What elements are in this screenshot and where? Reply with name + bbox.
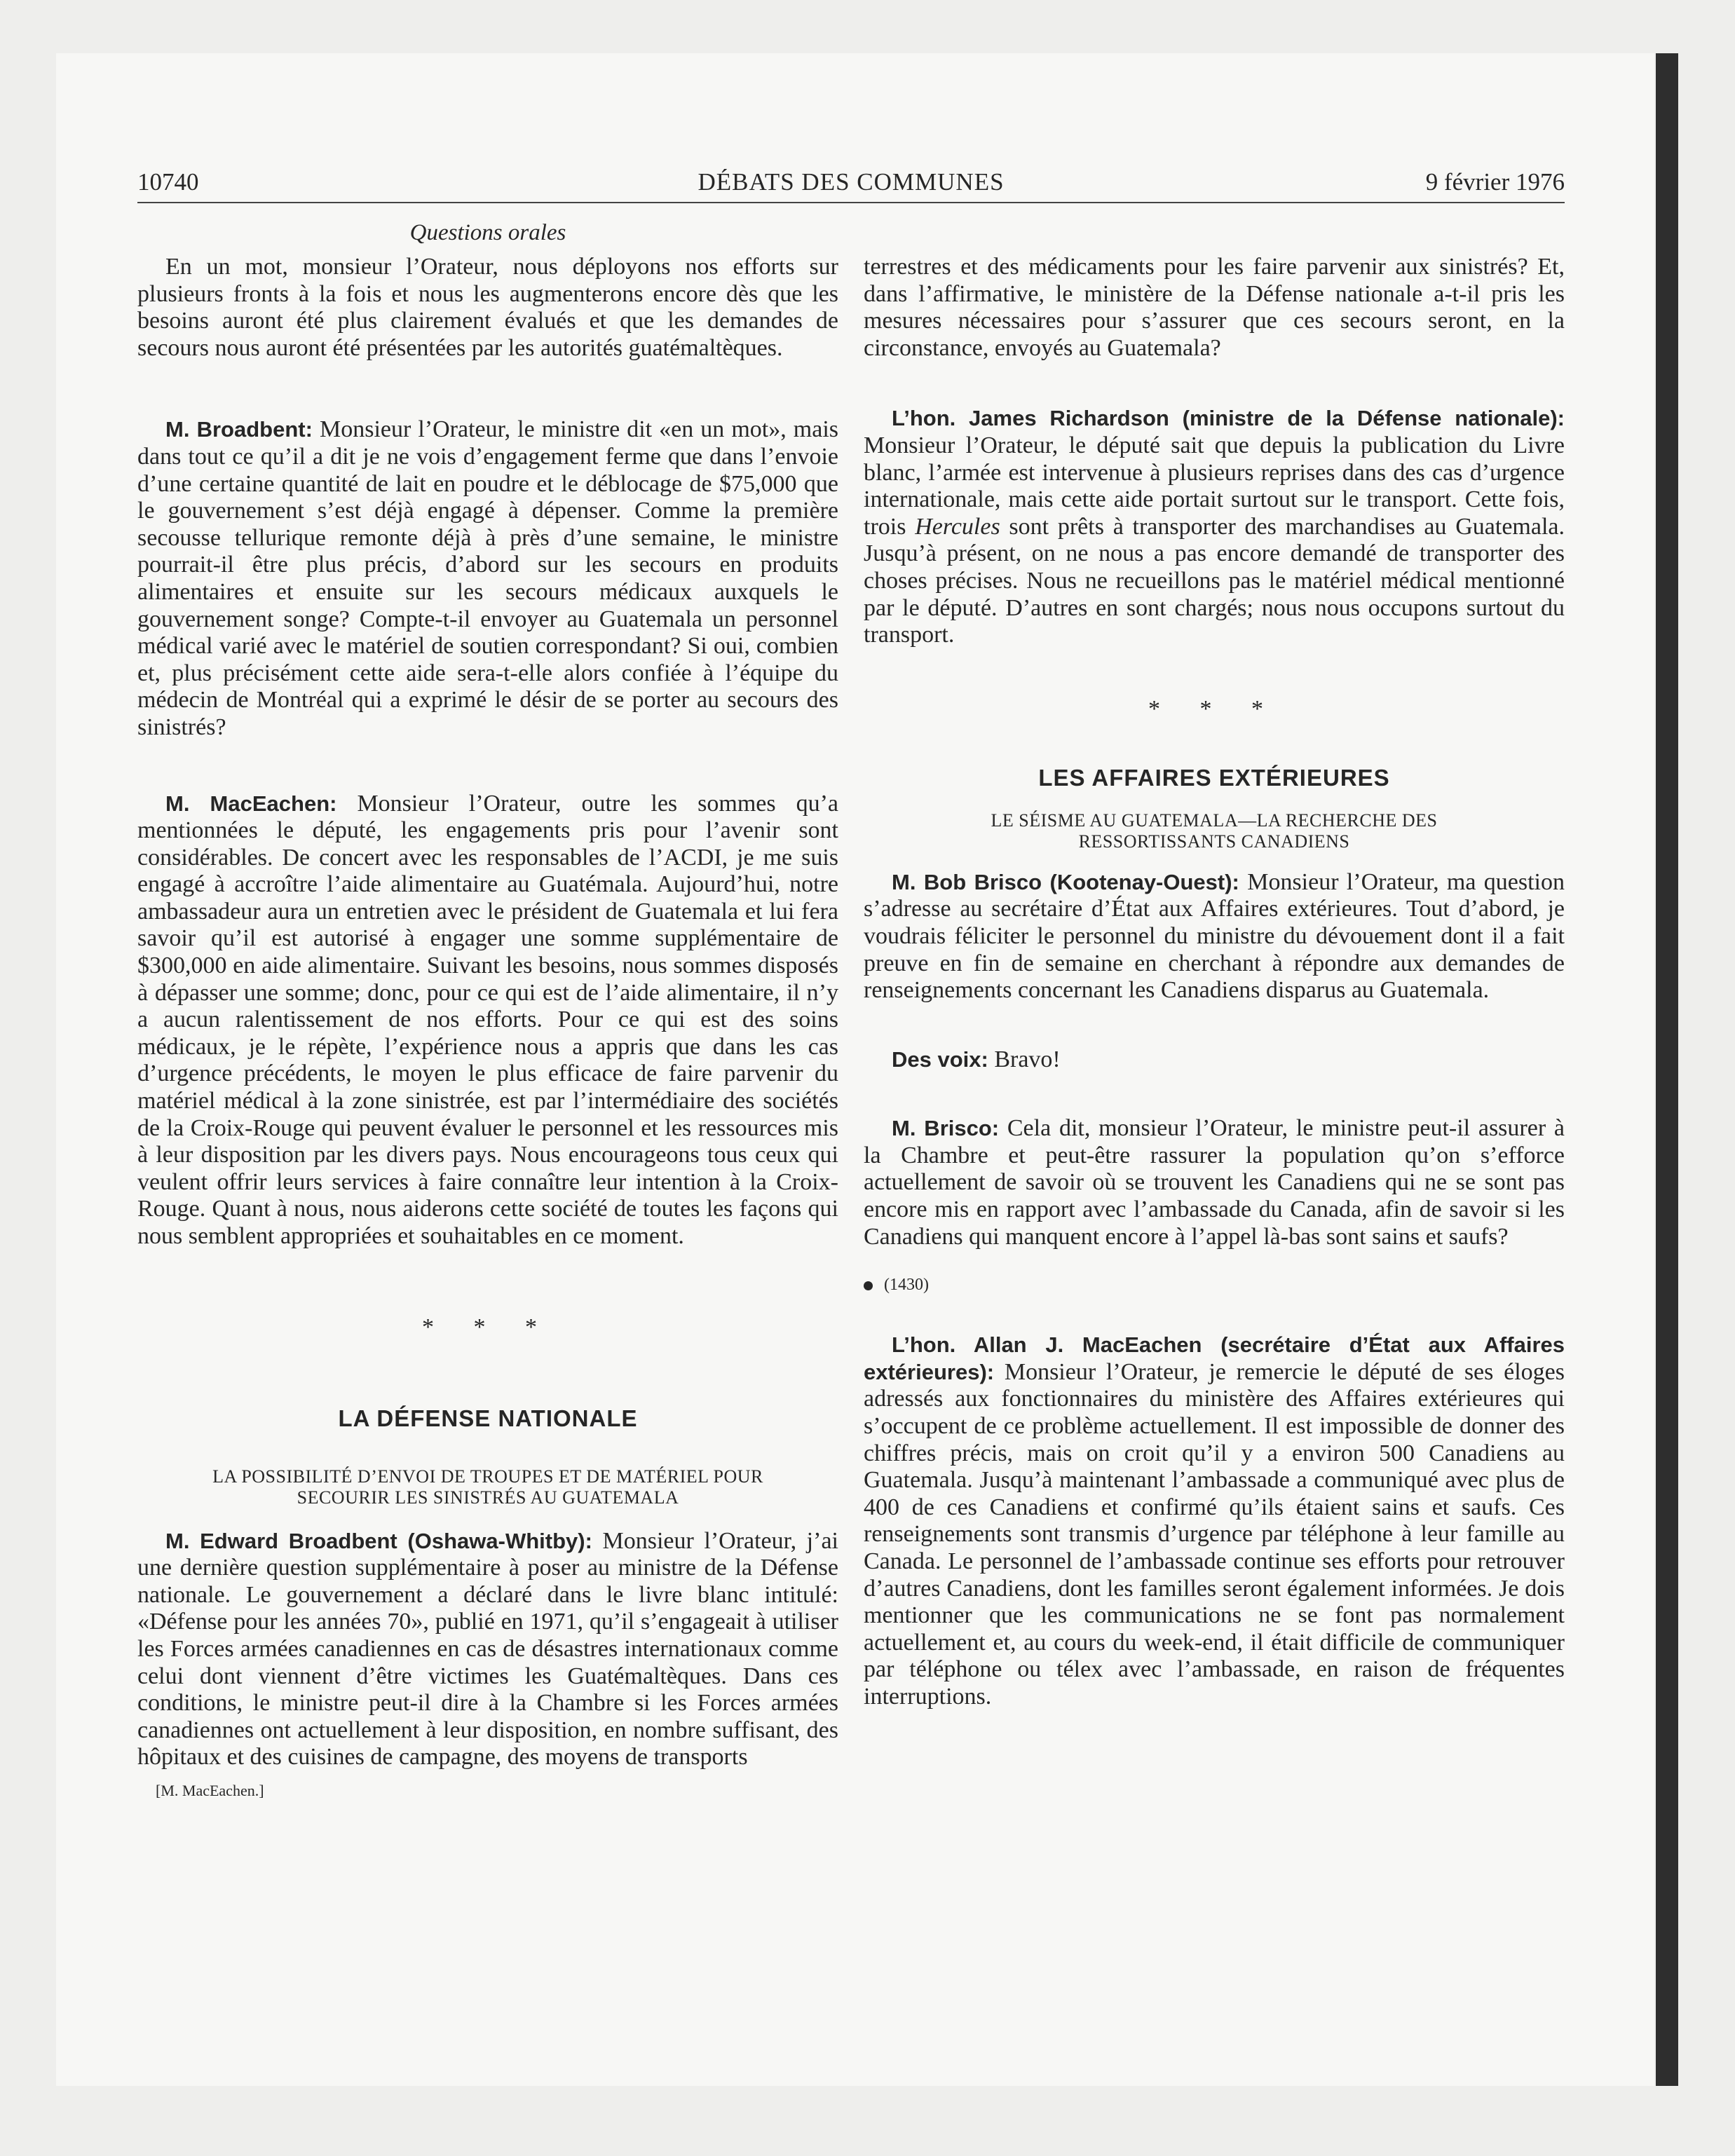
running-rubric: Questions orales [409,220,566,245]
speech-text: Bravo! [988,1046,1061,1072]
speech [137,1528,838,1771]
speech [864,405,1565,648]
speaker-name: Des voix: [892,1046,988,1072]
speech-text: Monsieur l’Orateur, le ministre dit «en un mot», mais dans tout ce qu’il a dit je ne vois d’engagement ferme que dans l’envoie d’une certaine quantité de lait en poudre et le déblocage de $75,000 que le gouvernement s’est déjà engagé à dépenser. Comme la première secousse tellurique remonte déjà à près d’une semaine, le ministre pourrait-il être plus précis, d’abord sur les secours en produits alimentaires et ensuite sur les secours médicaux auxquels le gouvernement songe? Compte-t-il envoyer au Guatemala un personnel médical varié avec le matériel de soutien correspondant? Si oui, combien et, plus précisément cette aide sera-t-elle alors confiée à l’équipe du médecin de Montréal qui a exprimé le désir de se porter au secours des sinistrés? [137,416,839,740]
speech-text: Monsieur l’Orateur, j’ai une dernière question supplémentaire à poser au ministre de la Défense nationale. Le gouvernement a déclaré dans le livre blanc intitulé: «Défense pour les années 70», publié en 1971, qu’il s’engageait à utiliser les Forces armées canadiennes en cas de désastres internationaux comme celui dont viennent d’être victimes les Guatémaltèques. Dans ces conditions, le ministre peut-il dire à la Chambre si les Forces armées canadiennes ont actuellement à leur disposition, en nombre suffisant, des hôpitaux et des cuisines de campagne, des moyens de transports [137,1527,838,1770]
bullet-dot-icon [864,1281,873,1290]
aircraft-name: Hercules [915,513,1000,540]
section-title: LA DÉFENSE NATIONALE [338,1405,638,1431]
scan-edge [1656,53,1678,2086]
speech [864,1115,1565,1250]
speaker-name: M. Broadbent: [165,417,313,442]
section-subtitle: LE SÉISME AU GUATEMALA—LA RECHERCHE DES [991,810,1438,831]
speech [137,416,838,741]
time-marker [864,1274,1565,1295]
speaker-name: M. MacEachen: [165,791,337,816]
speech-text: Monsieur l’Orateur, outre les sommes qu’a mentionnées le député, les engagements pris pour l’avenir sont considérables. De concert avec les responsables de l’ACDI, je me suis engagé à accroître l’aide alimentaire au Guatémala. Aujourd’hui, notre ambassadeur aura un entretien avec le président de Guatemala et lui fera savoir qu’il est autorisé à engager une somme supplémentaire de $300,000 en aide alimentaire. Suivant les besoins, nous sommes disposés à dépasser une somme; donc, pour ce qui est de l’aide alimentaire, il n’y a aucun ralentissement de nos efforts. Pour ce qui est des soins médicaux, je le répète, l’expérience nous a appris que dans les cas d’urgence précédents, le moyen le plus efficace de faire parvenir du matériel médical à la zone sinistrée, est par l’intermédiaire des sociétés de la Croix-Rouge qui peuvent évaluer le personnel et les ressources mis à leur disposition par les divers pays. Nous encourageons tous ceux qui veulent offrir leurs services à faire connaître leur intention à la Croix-Rouge. Quant à nous, nous aiderons cette société de toutes les façons qui nous semblent appropriées et souhaitables en ce moment. [137,790,838,1249]
speaker-name: M. Brisco: [892,1116,1000,1141]
section-subtitle: LA POSSIBILITÉ D’ENVOI DE TROUPES ET DE MATÉRIEL POUR [212,1466,763,1487]
section-separator: * * * [1148,695,1280,722]
speaker-name: L’hon. Allan J. MacEachen (secrétaire d’État aux Affaires extérieures): [864,1332,1565,1384]
publication-date: 9 février 1976 [1425,168,1565,196]
publication-title: DÉBATS DES COMMUNES [698,168,1005,196]
speaker-name: M. Bob Brisco (Kootenay-Ouest): [892,869,1239,894]
speech [864,1332,1565,1710]
page-header [137,167,1565,203]
section-subtitle: RESSORTISSANTS CANADIENS [1078,831,1350,852]
speech [864,869,1565,1004]
speech-text: Monsieur l’Orateur, je remercie le député de ses éloges adressés aux fonctionnaires du ministère des Affaires extérieures qui s’occupent de ce problème actuellement. Il est impossible de donner des chiffres précis, mais on croit qu’il y a environ 500 Canadiens au Guatemala. Jusqu’à maintenant l’ambassade a communiqué avec plus de 400 de ces Canadiens et confirmé qu’ils étaient sains et saufs. Ces renseignements sont transmis d’urgence par téléphone à leur famille au Canada. Le personnel de l’ambassade continue ses efforts pour retrouver d’autres Canadiens, dont les familles seront également informées. Je dois mentionner que les communications ne se font pas normalement actuellement et, au cours du week-end, il était difficile de communiquer par téléphone ou télex avec l’ambassade, en raison de fréquentes interruptions. [864,1358,1565,1710]
time-text: (1430) [884,1276,929,1295]
footnote: [M. MacEachen.] [156,1781,264,1799]
section-separator: * * * [422,1314,554,1340]
section-subtitle: SECOURIR LES SINISTRÉS AU GUATEMALA [297,1487,679,1508]
speaker-name: M. Edward Broadbent (Oshawa-Whitby): [165,1528,592,1553]
speech-text: sont prêts à transporter des marchandises au Guatemala. Jusqu’à présent, on ne nous a pas encore demandé de transporter des choses précises. Nous ne recueillons pas le matériel médical mentionné par le député. D’autres en sont chargés; nous nous occupons surtout du transport. [864,513,1565,648]
page-number: 10740 [137,168,199,196]
speaker-name: L’hon. James Richardson (ministre de la Défense nationale): [892,406,1565,431]
left-column [137,254,838,1801]
paragraph: terrestres et des médicaments pour les faire parvenir aux sinistrés? Et, dans l’affirmative, le ministère de la Défense nationale a-t-il pris les mesures nécessaires pour s’assurer que ces secours seront, en la circonstance, envoyés au Guatemala? [864,254,1565,361]
right-column [864,254,1565,1711]
section-title: LES AFFAIRES EXTÉRIEURES [1038,764,1390,791]
speech [137,791,838,1250]
speech-text: Monsieur l’Orateur, le député sait que depuis la publication du Livre blanc, l’armée est intervenue à plusieurs reprises dans des cas d’urgence internationale, mais cette aide portait surtout sur le transport. Cette fois, trois [864,432,1565,540]
speech-text: Monsieur l’Orateur, ma question s’adresse au secrétaire d’État aux Affaires extérieures. Tout d’abord, je voudrais féliciter le personnel du ministre du dévouement dont il a fait preuve en fin de semaine en cherchant à répondre aux demandes de renseignements concernant les Canadiens disparus au Guatemala. [864,868,1565,1004]
speech-text: Cela dit, monsieur l’Orateur, le ministre peut-il assurer à la Chambre et peut-être rassurer la population qu’on s’efforce actuellement de savoir où se trouvent les Canadiens qui ne se sont pas encore mis en rapport avec l’ambassade du Canada, afin de savoir si les Canadiens qui manquent encore à l’appel là-bas sont sains et saufs? [864,1115,1565,1250]
speech [864,1046,1565,1074]
paragraph: En un mot, monsieur l’Orateur, nous déployons nos efforts sur plusieurs fronts à la fois et nous les augmenterons encore dès que les besoins auront été plus clairement évalués et que les demandes de secours nous auront été présentées par les autorités guatémaltèques. [137,254,838,361]
